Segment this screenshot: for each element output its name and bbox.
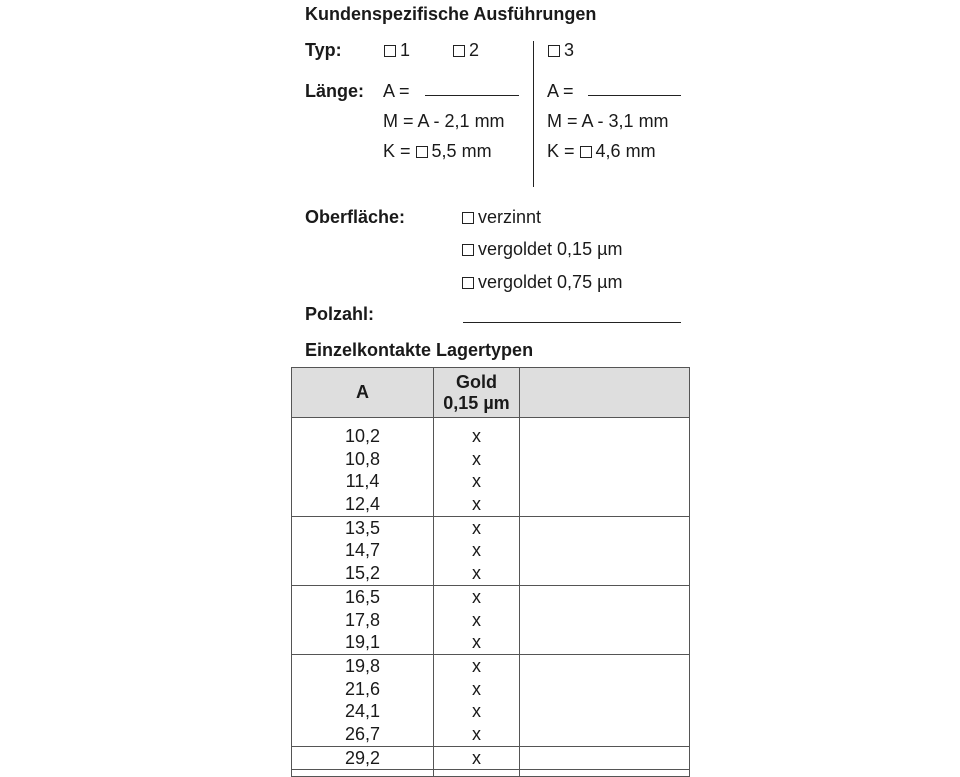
value-gold: x	[472, 471, 481, 492]
cell-empty	[520, 516, 690, 585]
value-gold: x	[472, 609, 481, 630]
value-a: 26,7	[344, 723, 381, 744]
value-a: 16,5	[344, 586, 381, 607]
value-gold: x	[472, 494, 481, 515]
value-a: 11,4	[345, 471, 380, 492]
table-row-group	[292, 418, 690, 517]
cell-gold	[434, 585, 520, 654]
value-gold: x	[472, 448, 481, 469]
option-label: vergoldet 0,75 µm	[478, 272, 623, 292]
cell-empty	[520, 418, 690, 517]
value-a: 21,6	[344, 678, 381, 699]
checkbox-icon	[462, 244, 474, 256]
value-gold: x	[472, 678, 481, 699]
value-gold: x	[472, 586, 481, 607]
value-gold: x	[472, 426, 481, 446]
table-header-row	[292, 368, 690, 418]
typ-option-label: 3	[564, 40, 575, 60]
lagertypen-table	[291, 367, 690, 777]
laenge-right-a-input[interactable]	[588, 95, 681, 96]
k-value: 5,5 mm	[431, 141, 492, 161]
k-prefix: K =	[547, 141, 575, 161]
value-a: 10,2	[344, 426, 381, 446]
cell-a	[292, 585, 434, 654]
cell-a	[292, 654, 434, 746]
value-a: 19,8	[344, 655, 381, 676]
cell-a	[292, 418, 434, 517]
cell-gold	[434, 516, 520, 585]
oberflaeche-label: Oberfläche:	[305, 207, 406, 227]
cell-empty	[520, 654, 690, 746]
typ-option-3[interactable]	[548, 40, 574, 61]
checkbox-icon	[384, 45, 396, 57]
value-a: 15,2	[344, 563, 381, 584]
cell-gold	[434, 746, 520, 770]
table-row-group	[292, 516, 690, 585]
value-gold: x	[472, 723, 481, 744]
header-gold-line1: Gold	[456, 371, 497, 392]
checkbox-icon	[453, 45, 465, 57]
value-gold: x	[472, 632, 481, 653]
table-title: Einzelkontakte Lagertypen	[305, 340, 534, 360]
header-a: A	[292, 368, 434, 418]
value-gold: x	[472, 747, 481, 768]
m-value: A - 2,1 mm	[417, 111, 505, 131]
laenge-right-k	[547, 141, 656, 162]
typ-option-label: 2	[469, 40, 480, 60]
typ-option-label: 1	[400, 40, 411, 60]
option-label: vergoldet 0,15 µm	[478, 239, 623, 259]
option-label: verzinnt	[478, 207, 542, 227]
laenge-right-a: A =	[547, 81, 574, 101]
value-a: 14,7	[344, 540, 381, 561]
value-a: 29,2	[344, 747, 381, 768]
cell-gold	[434, 654, 520, 746]
cell-gold	[434, 418, 520, 517]
m-prefix: M =	[547, 111, 578, 131]
value-gold: x	[472, 701, 481, 722]
table-row-spacer	[292, 770, 690, 777]
table-row-group	[292, 654, 690, 746]
oberflaeche-option-verzinnt[interactable]	[462, 207, 541, 228]
page-title: Kundenspezifische Ausführungen	[305, 4, 597, 24]
polzahl-label: Polzahl:	[305, 304, 375, 324]
cell-spacer	[520, 770, 690, 777]
laenge-left-m	[383, 111, 505, 132]
value-a: 17,8	[344, 609, 381, 630]
header-empty	[520, 368, 690, 418]
checkbox-icon[interactable]	[416, 146, 428, 158]
k-value: 4,6 mm	[595, 141, 656, 161]
m-prefix: M =	[383, 111, 414, 131]
oberflaeche-option-gold-015[interactable]	[462, 239, 622, 260]
column-divider	[533, 41, 534, 187]
value-a: 24,1	[344, 701, 381, 722]
m-value: A - 3,1 mm	[581, 111, 669, 131]
cell-spacer	[434, 770, 520, 777]
value-gold: x	[472, 517, 481, 538]
checkbox-icon	[548, 45, 560, 57]
checkbox-icon	[462, 277, 474, 289]
k-prefix: K =	[383, 141, 411, 161]
cell-a	[292, 746, 434, 770]
typ-option-1[interactable]	[384, 40, 410, 61]
laenge-left-a: A =	[383, 81, 410, 101]
value-a: 10,8	[344, 448, 381, 469]
typ-option-2[interactable]	[453, 40, 479, 61]
cell-spacer	[292, 770, 434, 777]
checkbox-icon[interactable]	[580, 146, 592, 158]
value-a: 13,5	[344, 517, 381, 538]
table-row-group	[292, 585, 690, 654]
value-gold: x	[472, 563, 481, 584]
value-a: 12,4	[344, 494, 381, 515]
header-gold-line2: 0,15 µm	[443, 392, 510, 413]
cell-a	[292, 516, 434, 585]
value-gold: x	[472, 655, 481, 676]
laenge-right-m	[547, 111, 669, 132]
cell-empty	[520, 746, 690, 770]
polzahl-input[interactable]	[463, 322, 681, 323]
laenge-label: Länge:	[305, 81, 365, 101]
cell-empty	[520, 585, 690, 654]
table-row-group	[292, 746, 690, 770]
checkbox-icon	[462, 212, 474, 224]
oberflaeche-option-gold-075[interactable]	[462, 272, 622, 293]
laenge-left-k	[383, 141, 492, 162]
header-gold	[434, 368, 520, 418]
value-a: 19,1	[344, 632, 381, 653]
typ-label: Typ:	[305, 40, 342, 60]
value-gold: x	[472, 540, 481, 561]
laenge-left-a-input[interactable]	[425, 95, 519, 96]
